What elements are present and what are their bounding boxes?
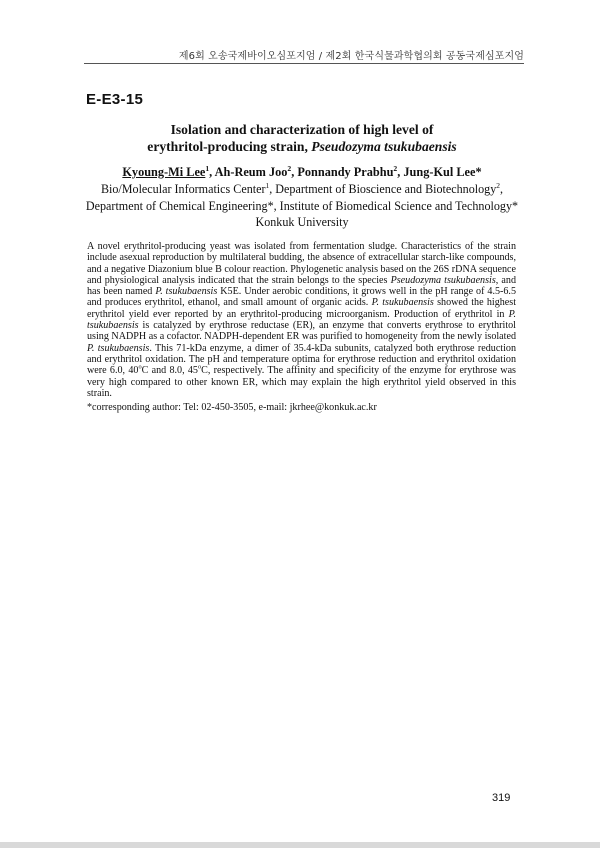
title-line-2 [84, 138, 520, 155]
author-sep: , [291, 165, 298, 179]
affiliation-2: , Department of Bioscience and Biotechnology [269, 182, 497, 196]
affiliation-line-1 [84, 181, 520, 198]
affiliation-2-sup: 2 [496, 180, 501, 190]
author-2-sup: 2 [287, 163, 292, 173]
species-name: P. tsukubaensis [87, 308, 516, 332]
author-1-sup: 1 [205, 163, 210, 173]
title-species: Pseudozyma tsukubaensis [311, 139, 457, 154]
author-sep: , [397, 165, 404, 179]
author-2: Ah-Reum Joo [214, 165, 288, 179]
author-3: Ponnandy Prabhu [297, 165, 394, 179]
affiliation-1: Bio/Molecular Informatics Center [100, 182, 266, 196]
species-name: P. tsukubaensis [87, 342, 150, 354]
affiliation-line-3: Konkuk University [255, 215, 349, 229]
affiliation-1-sup: 1 [265, 180, 270, 190]
abstract-text: , and has been named [87, 274, 516, 298]
abstract-code: E-E3-15 [86, 91, 144, 108]
abstract-text: showed the highest erythritol yield ever reported by an erythritol-producing microorganism. Production of erythritol in [87, 297, 517, 320]
corresponding-author: *corresponding author: Tel: 02-450-3505, e-mail: jkrhee@konkuk.ac.kr [87, 402, 377, 413]
page-bottom-edge [0, 842, 600, 848]
species-name: P. tsukubaensis [155, 286, 218, 298]
abstract-paragraph [87, 241, 516, 399]
affiliation-line-2: Department of Chemical Engineering*, Institute of Biomedical Science and Technology* [85, 198, 519, 213]
title-line-2-text: erythritol-producing strain, [147, 139, 312, 154]
species-name: Pseudozyma tsukubaensis [390, 274, 496, 286]
affiliations [84, 181, 520, 231]
author-4: Jung-Kul Lee* [403, 165, 482, 179]
abstract-text: K5E. Under aerobic conditions, it grows well in the pH range of 4.5-6.5 and produces erythritol, ethanol, and small amount of organic acids. [87, 286, 516, 309]
abstract-text: A novel erythritol-producing yeast was isolated from fermentation sludge. Characteristics of the strain include asexual reproduction by multilateral budding, the absence of extracellular starch-like compounds, and a negative Diazonium blue B colour reaction. Phylogenetic analysis based on the 26S rDNA sequence and physiological analysis indicated that the strain belongs to the species [87, 241, 516, 286]
affiliation-comma: , [500, 182, 504, 196]
paper-title [84, 121, 520, 155]
conference-header: 제6회 오송국제바이오심포지엄 / 제2회 한국식물과학협의회 공동국제심포지엄 [178, 51, 524, 62]
page-number: 319 [492, 792, 511, 804]
abstract-text: C and 8.0, 45 [141, 365, 198, 377]
abstract-text: . This 71-kDa enzyme, a dimer of 35.4-kDa subunits, catalyzed both erythrose reduction and erythritol oxidation. The pH and temperature optima for erythrose reduction and erythritol oxidation were 6.0, 40 [87, 342, 516, 377]
abstract-text: is catalyzed by erythrose reductase (ER), an enzyme that converts erythrose to erythritol using NADPH as a cofactor. NADPH-dependent ER was purified to homogeneity from the newly isolated [87, 320, 516, 343]
author-1: Kyoung-Mi Lee [122, 165, 206, 179]
degree-mark: o [138, 363, 142, 371]
author-sep: , [209, 165, 215, 179]
species-name: P. tsukubaensis [371, 297, 434, 309]
abstract-text: C, respectively. The affinity and specificity of the enzyme for erythrose was very high compared to other known ER, which may explain the high erythritol yield observed in this strain. [87, 365, 516, 399]
title-line-1: Isolation and characterization of high level of [170, 122, 434, 137]
degree-mark: o [197, 363, 202, 371]
author-list [84, 165, 520, 180]
header-rule [84, 63, 524, 64]
abstract-body [87, 241, 516, 399]
author-3-sup: 2 [393, 163, 398, 173]
